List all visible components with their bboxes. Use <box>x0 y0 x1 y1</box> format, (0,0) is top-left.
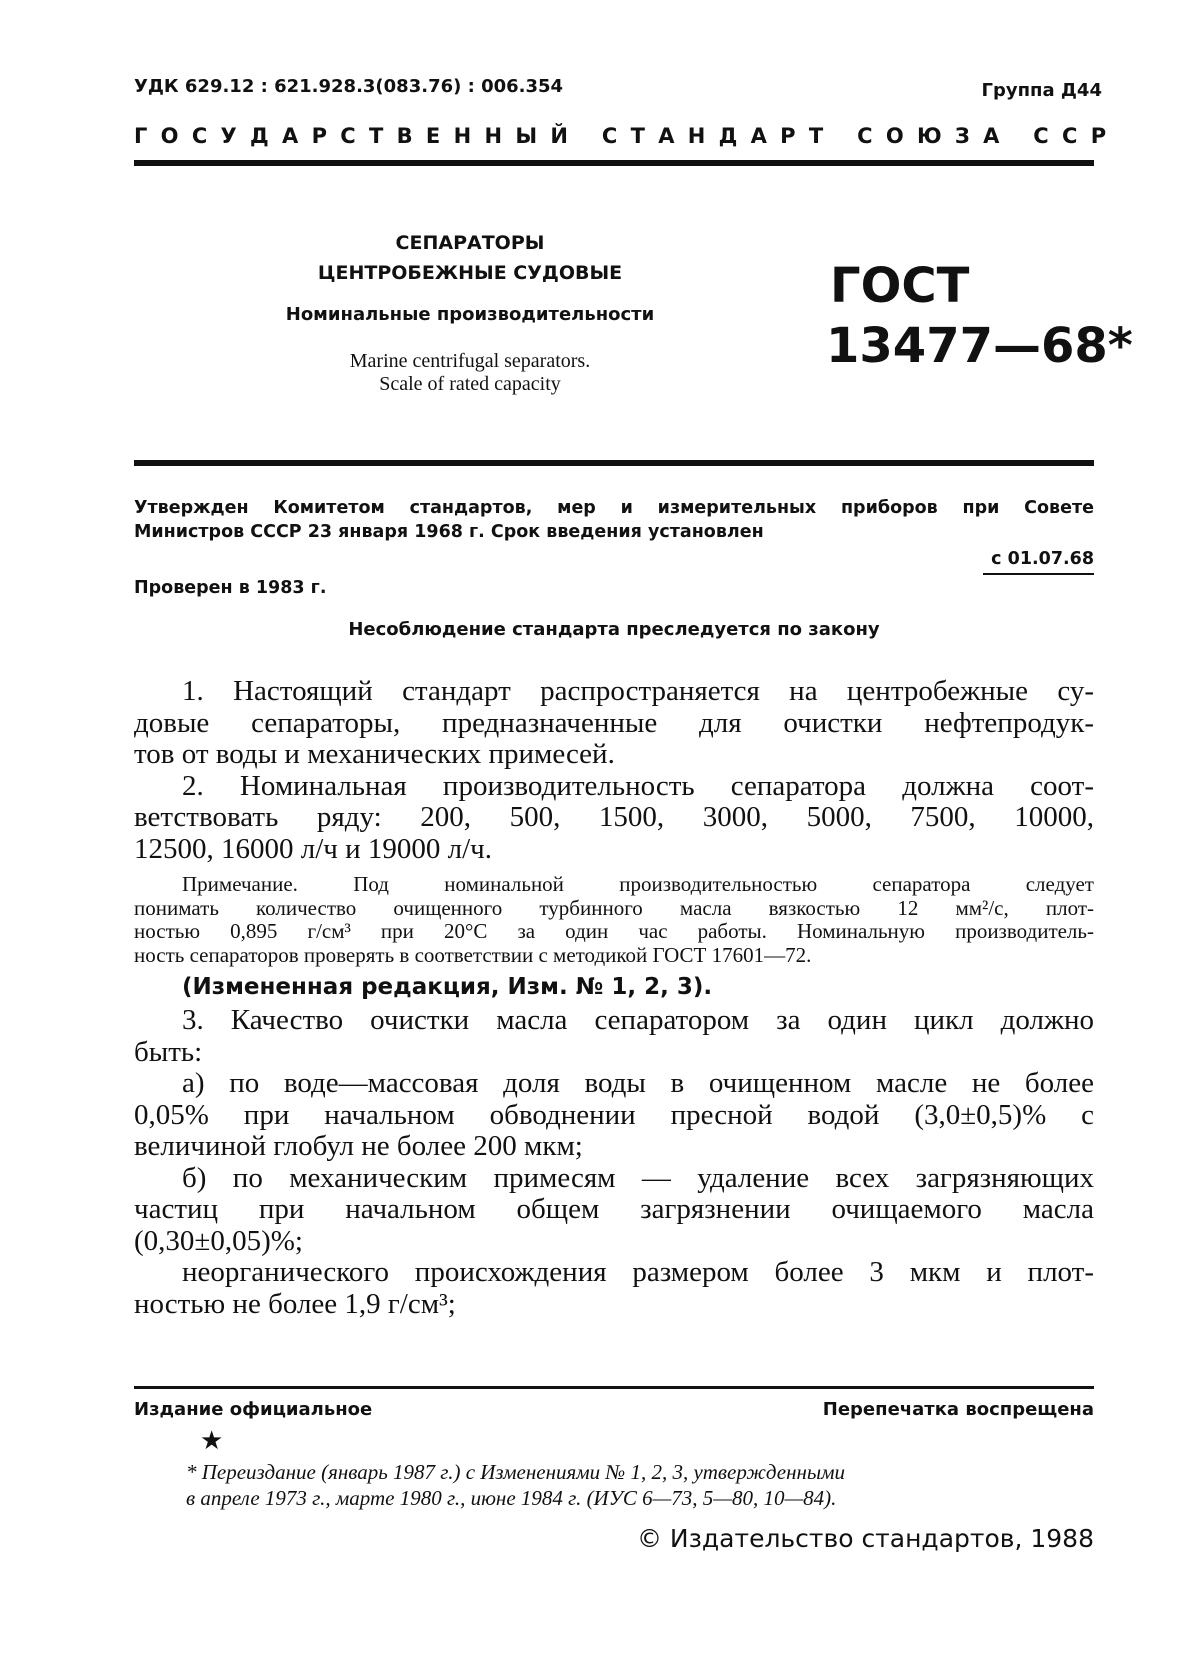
reissue-line-1: * Переиздание (январь 1987 г.) с Изменениями № 1, 2, 3, утвержденными <box>186 1460 846 1484</box>
p2-line-2: ветствовать ряду: 200, 500, 1500, 3000, 5000, 7500, 10000, <box>134 801 1094 833</box>
state-standard-banner: ГОСУДАРСТВЕННЫЙ СТАНДАРТ СОЮЗА ССР <box>134 124 1120 148</box>
pa-line-3: величиной глобул не более 200 мкм; <box>134 1130 583 1162</box>
note-line-2: понимать количество очищенного турбинного масла вязкостью 12 мм²/с, плот- <box>134 895 1094 920</box>
title-rule <box>134 460 1094 466</box>
p2-line-3: 12500, 16000 л/ч и 19000 л/ч. <box>134 832 492 865</box>
pb-line-3: (0,30±0,05)%; <box>134 1224 303 1257</box>
body <box>134 676 1094 1320</box>
note-line-1: Примечание. Под номинальной производительностью сепаратора следует <box>182 872 1094 896</box>
pa-line-2: 0,05% при начальном обводнении пресной водой (3,0±0,5)% с <box>134 1098 1094 1131</box>
title-line-1: СЕПАРАТОРЫ <box>395 232 545 254</box>
revision-note: (Измененная редакция, Изм. № 1, 2, 3). <box>182 974 713 1000</box>
note-line-3: ностью 0,895 г/см³ при 20°С за один час работы. Номинальную производитель- <box>134 919 1094 943</box>
official-edition: Издание официальное <box>134 1399 373 1420</box>
star-icon: ★ <box>200 1426 224 1456</box>
udk-code: УДК 629.12 : 621.928.3(083.76) : 006.354 <box>134 76 564 97</box>
reissue-line-2: в апреле 1973 г., марте 1980 г., июне 1984 г. (ИУС 6—73, 5—80, 10—84). <box>186 1486 837 1510</box>
pc-line-1: неорганического происхождения размером более 3 мкм и плот- <box>182 1256 1094 1288</box>
legal-warning: Несоблюдение стандарта преследуется по закону <box>348 619 880 640</box>
pc-line-2: ностью не более 1,9 г/см³; <box>134 1287 456 1320</box>
title-english-2: Scale of rated capacity <box>379 373 561 395</box>
effective-date: с 01.07.68 <box>991 549 1094 569</box>
p1-line-1: 1. Настоящий стандарт распространяется на центробежные су- <box>182 675 1094 707</box>
pb-line-2: частиц при начальном общем загрязнении очищаемого масла <box>134 1193 1094 1225</box>
p1-line-2: довые сепараторы, предназначенные для очистки нефтепродук- <box>134 706 1094 739</box>
approval-line-1: Утвержден Комитетом стандартов, мер и измерительных приборов при Совете <box>134 498 1094 518</box>
reprint-prohibited: Перепечатка воспрещена <box>822 1399 1094 1420</box>
pa-line-1: а) по воде—массовая доля воды в очищенном масле не более <box>182 1067 1094 1099</box>
header-rule <box>134 160 1094 166</box>
p3-line-2: быть: <box>134 1035 203 1068</box>
p2-line-1: 2. Номинальная производительность сепаратора должна соот- <box>182 769 1094 802</box>
footer-rule <box>134 1386 1094 1389</box>
p3-line-1: 3. Качество очистки масла сепаратором за один цикл должно <box>182 1004 1094 1036</box>
copyright: © Издательство стандартов, 1988 <box>636 1524 1094 1553</box>
pb-line-1: б) по механическим примесям — удаление всех загрязняющих <box>182 1161 1094 1194</box>
checked-year: Проверен в 1983 г. <box>134 578 327 598</box>
gost-label: ГОСТ <box>830 258 970 314</box>
title-english-1: Marine centrifugal separators. <box>349 350 591 372</box>
p1-line-3: тов от воды и механических примесей. <box>134 738 615 770</box>
note-line-4: ность сепараторов проверять в соответствии с методикой ГОСТ 17601—72. <box>134 942 812 967</box>
gost-number: 13477—68* <box>826 318 1133 374</box>
title-subtitle: Номинальные производительности <box>285 304 655 325</box>
title-line-2: ЦЕНТРОБЕЖНЫЕ СУДОВЫЕ <box>317 262 623 284</box>
effective-date-underline <box>983 573 1094 575</box>
approval-line-2: Министров СССР 23 января 1968 г. Срок введения установлен <box>134 522 764 542</box>
group-code: Группа Д44 <box>981 80 1102 101</box>
